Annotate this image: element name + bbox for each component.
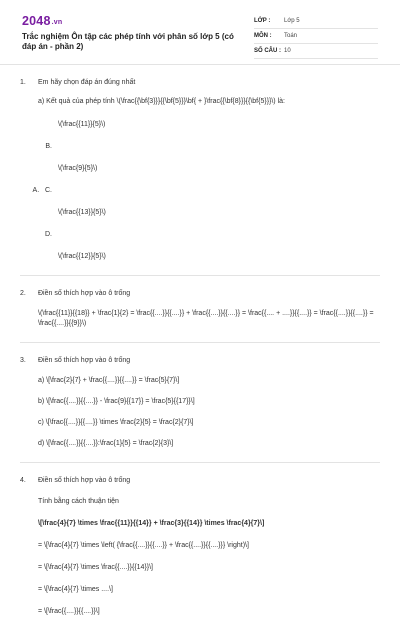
meta-row-subject bbox=[254, 29, 378, 44]
option-letter: D. bbox=[45, 231, 52, 238]
question-number: 3. bbox=[20, 357, 26, 364]
question-list bbox=[20, 78, 380, 617]
option-letter: B. bbox=[45, 143, 52, 150]
answer-option[interactable] bbox=[20, 142, 380, 152]
divider bbox=[20, 462, 380, 463]
question-stem: a) Kết quả của phép tính \(\frac{{\bf{3}}}{{\bf{5}}}\bf{ + }\frac{{\bf{8}}}{{\bf{5}}}\) là: bbox=[38, 98, 285, 105]
question-4 bbox=[20, 476, 380, 617]
divider bbox=[20, 275, 380, 276]
option-value: \(\frac{{11}}{5}\) bbox=[58, 121, 106, 128]
answer-option[interactable] bbox=[20, 120, 380, 130]
question-number: 2. bbox=[20, 290, 26, 297]
logo-text: 2048 bbox=[22, 14, 51, 28]
logo-suffix: .vn bbox=[51, 19, 63, 26]
option-letter bbox=[20, 252, 52, 262]
calc-line: \[\frac{4}{7} \times \frac{{11}}{{14}} + \frac{3}{{14}} \times \frac{4}{7}\] bbox=[38, 520, 265, 527]
question-prompt: Em hãy chọn đáp án đúng nhất bbox=[38, 79, 136, 86]
calc-line[interactable]: = \[\frac{4}{7} \times \frac{{....}}{{14}}\] bbox=[38, 564, 154, 571]
question-1 bbox=[20, 78, 380, 262]
sub-question[interactable]: a) \[\frac{2}{7} + \frac{{....}}{{....}} = \frac{5}{7}\] bbox=[38, 377, 180, 384]
header bbox=[0, 0, 400, 65]
question-2 bbox=[20, 289, 380, 329]
sub-question[interactable]: d) \[\frac{{....}}{{....}}:\frac{1}{5} = \frac{2}{3}\] bbox=[38, 440, 174, 447]
option-letter bbox=[20, 120, 52, 130]
question-subtitle: Tính bằng cách thuận tiện bbox=[38, 498, 119, 505]
question-number: 4. bbox=[20, 477, 26, 484]
answer-option[interactable] bbox=[20, 164, 380, 174]
page-title: Trắc nghiệm Ôn tập các phép tính với phân số lớp 5 (có đáp án - phần 2) bbox=[22, 32, 234, 51]
meta-row-count bbox=[254, 44, 378, 59]
meta-value: Lớp 5 bbox=[284, 18, 300, 24]
sub-question[interactable]: c) \[\frac{{....}}{{....}} \times \frac{2}{5} = \frac{2}{7}\] bbox=[38, 419, 194, 426]
meta-info bbox=[254, 14, 378, 59]
meta-key: LỚP : bbox=[254, 18, 271, 24]
question-prompt: Điền số thích hợp vào ô trống bbox=[38, 357, 131, 364]
question-prompt: Điền số thích hợp vào ô trống bbox=[38, 290, 131, 297]
option-letter: A. C. bbox=[32, 187, 52, 194]
question-number: 1. bbox=[20, 79, 26, 86]
option-value: \(\frac{9}{5}\) bbox=[58, 165, 98, 172]
meta-key: MÔN : bbox=[254, 33, 272, 39]
meta-value: 10 bbox=[284, 48, 291, 54]
option-letter bbox=[20, 164, 52, 174]
sub-question[interactable]: b) \[\frac{{....}}{{....}} - \frac{9}{{17}} = \frac{5}{{17}}\] bbox=[38, 398, 195, 405]
meta-key: SỐ CÂU : bbox=[254, 48, 281, 54]
calc-line[interactable]: = \[\frac{{....}}{{....}}\] bbox=[38, 608, 100, 615]
answer-option[interactable] bbox=[20, 186, 380, 196]
question-3 bbox=[20, 356, 380, 449]
meta-value: Toán bbox=[284, 33, 298, 39]
answer-expression[interactable]: \(\frac{{11}}{{18}} + \frac{1}{2} = \frac{{....}}{{....}} + \frac{{....}}{{....}} = \frac{{.... + ....}}{{....}} = \frac{{....}}{{....}} = \frac{{....}}{{9}}\) bbox=[38, 310, 374, 327]
calc-line[interactable]: = \[\frac{4}{7} \times \left( {\frac{{....}}{{....}} + \frac{{....}}{{....}}} \right)\] bbox=[38, 542, 249, 549]
option-letter bbox=[20, 208, 52, 218]
option-value: \(\frac{{12}}{5}\) bbox=[58, 253, 106, 260]
question-prompt: Điền số thích hợp vào ô trống bbox=[38, 477, 131, 484]
calc-line[interactable]: = \[\frac{4}{7} \times ....\] bbox=[38, 586, 113, 593]
answer-option[interactable] bbox=[20, 230, 380, 240]
answer-option[interactable] bbox=[20, 208, 380, 218]
answer-option[interactable] bbox=[20, 252, 380, 262]
option-value: \(\frac{{13}}{5}\) bbox=[58, 209, 106, 216]
divider bbox=[20, 342, 380, 343]
meta-row-class bbox=[254, 14, 378, 29]
site-logo[interactable] bbox=[22, 14, 62, 28]
